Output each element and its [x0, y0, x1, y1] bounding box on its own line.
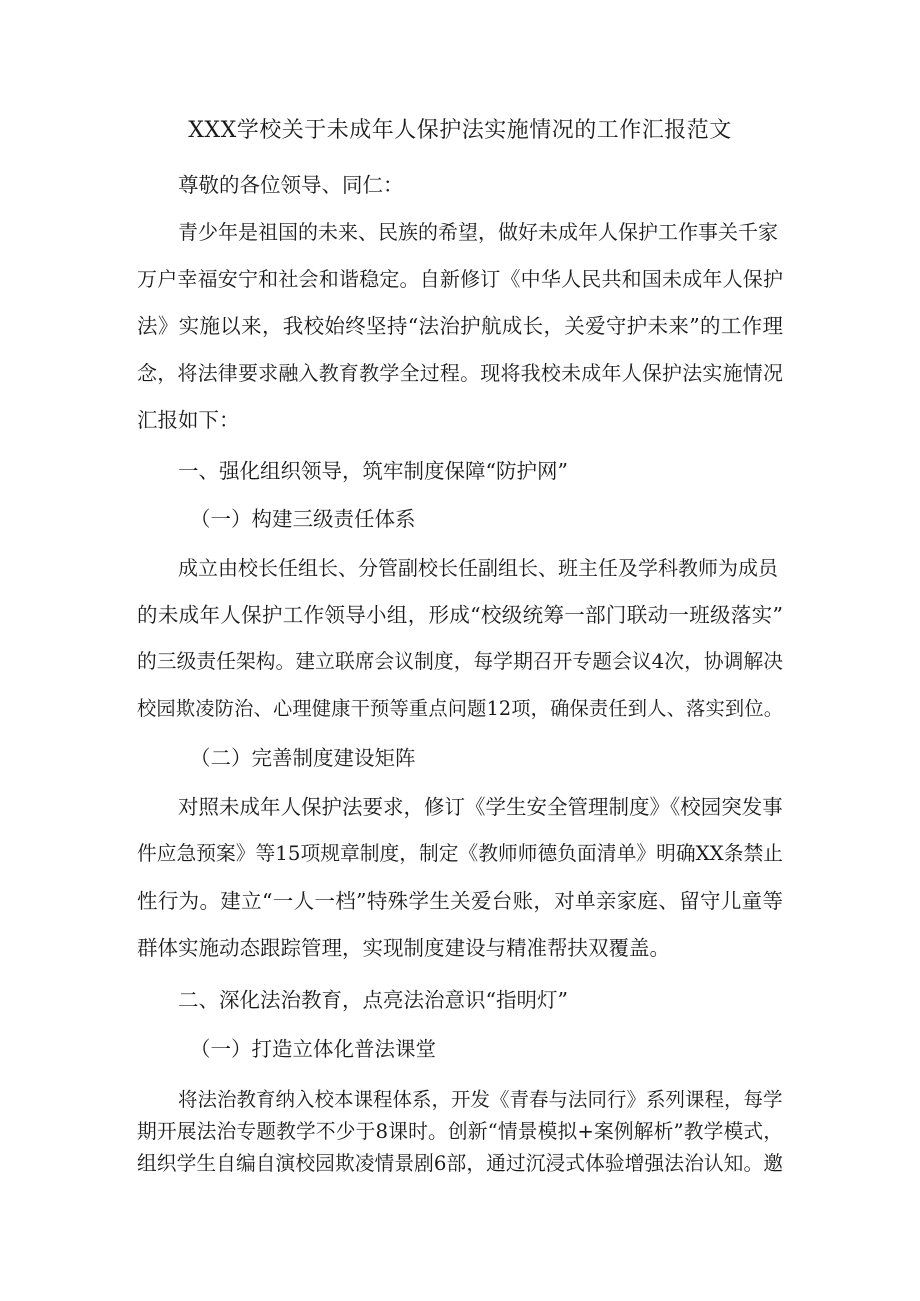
- paragraph-line: 将法治教育纳入校本课程体系，开发《青春与法同行》系列课程，每学: [178, 1088, 783, 1111]
- paragraph-line: 性行为。建立“一人一档”特殊学生关爱台账，对单亲家庭、留守儿童等: [137, 889, 783, 913]
- salutation: 尊敬的各位领导、同仁：: [178, 173, 404, 197]
- paragraph-line: 组织学生自编自演校园欺凌情景剧6部，通过沉浸式体验增强法治认知。邀: [137, 1152, 783, 1175]
- paragraph-line: 的三级责任架构。建立联席会议制度，每学期召开专题会议4次，协调解决: [137, 650, 783, 673]
- section-heading: 一、强化组织领导，筑牢制度保障“防护网”: [178, 459, 568, 483]
- paragraph-line: 校园欺凌防治、心理健康干预等重点问题12项，确保责任到人、落实到位。: [137, 697, 783, 720]
- subsection-heading: （一）打造立体化普法课堂: [190, 1037, 436, 1061]
- subsection-heading: （一）构建三级责任体系: [190, 507, 416, 531]
- paragraph-line: 汇报如下：: [137, 408, 240, 432]
- paragraph-line: 群体实施动态跟踪管理，实现制度建设与精准帮扶双覆盖。: [137, 936, 670, 960]
- paragraph-line: 青少年是祖国的未来、民族的希望，做好未成年人保护工作事关千家: [178, 220, 778, 244]
- paragraph-line: 对照未成年人保护法要求，修订《学生安全管理制度》《校园突发事: [178, 795, 783, 819]
- paragraph-line: 期开展法治专题教学不少于8课时。创新“情景模拟+案例解析”教学模式，: [137, 1120, 783, 1143]
- paragraph-line: 念，将法律要求融入教育教学全过程。现将我校未成年人保护法实施情况: [137, 361, 783, 385]
- paragraph-line: 件应急预案》等15项规章制度，制定《教师师德负面清单》明确XX条禁止: [137, 842, 783, 865]
- paragraph-line: 法》实施以来，我校始终坚持“法治护航成长，关爱守护未来”的工作理: [137, 314, 783, 338]
- paragraph-line: 万户幸福安宁和社会和谐稳定。自新修订《中华人民共和国未成年人保护: [137, 267, 783, 291]
- paragraph-line: 的未成年人保护工作领导小组，形成“校级统筹一部门联动一班级落实”: [137, 603, 783, 627]
- subsection-heading: （二）完善制度建设矩阵: [190, 746, 416, 770]
- section-heading: 二、深化法治教育，点亮法治意识“指明灯”: [178, 988, 568, 1012]
- document-title: XXX学校关于未成年人保护法实施情况的工作汇报范文: [188, 118, 732, 143]
- paragraph-line: 成立由校长任组长、分管副校长任副组长、班主任及学科教师为成员: [178, 556, 778, 580]
